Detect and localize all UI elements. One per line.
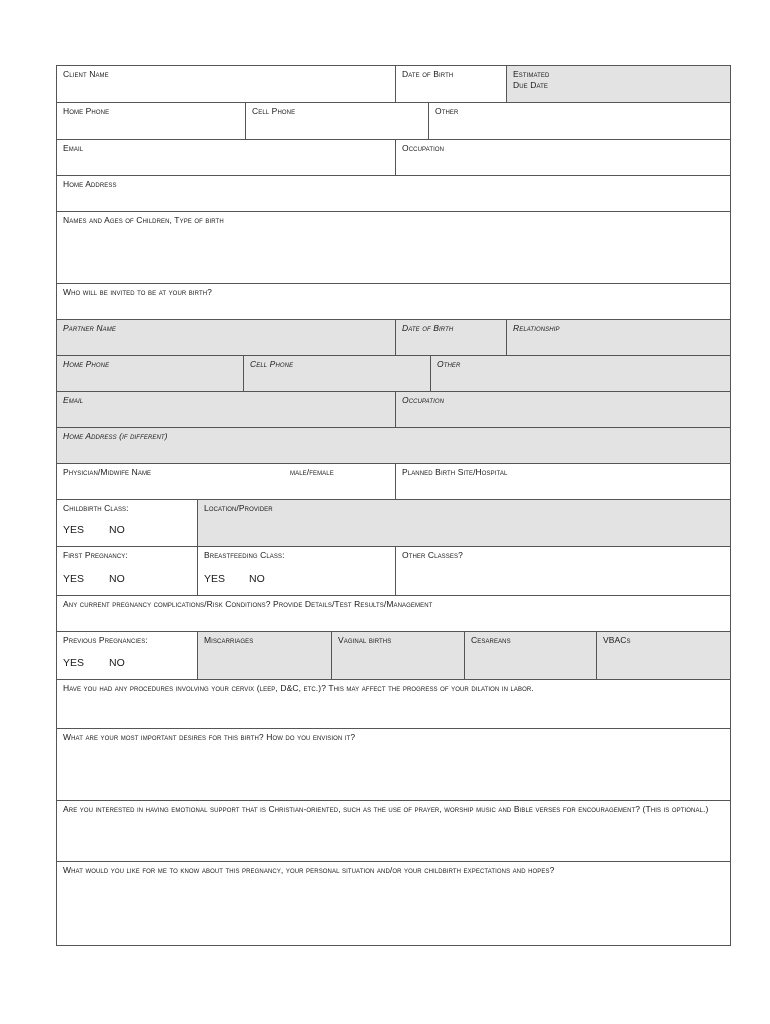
- client-home-phone-label: Home Phone: [63, 106, 110, 116]
- previous-no-option[interactable]: NO: [109, 657, 125, 669]
- previous-pregnancies-field: [57, 632, 197, 679]
- client-dob-label: Date of Birth: [402, 69, 454, 79]
- cervix-label: Have you had any procedures involving your cervix (leep, D&C, etc.)? This may affect the progress of your dilation in labor.: [63, 683, 534, 693]
- christian-support-label: Are you interested in having emotional support that is Christian-oriented, such as the use of prayer, worship music and Bible verses for encouragement? (This is optional.): [63, 804, 709, 814]
- partner-relationship-label: Relationship: [513, 323, 560, 333]
- children-field[interactable]: [57, 212, 730, 283]
- invited-label: Who will be invited to be at your birth?: [63, 287, 212, 297]
- complications-label: Any current pregnancy complications/Risk Conditions? Provide Details/Test Results/Management: [63, 599, 433, 609]
- childbirth-class-label: Childbirth Class:: [63, 503, 129, 513]
- cervix-field[interactable]: [57, 680, 730, 728]
- breastfeeding-class-field: [197, 547, 395, 595]
- partner-email-label: Email: [63, 395, 84, 405]
- partner-email-field[interactable]: [57, 392, 395, 427]
- birth-site-field[interactable]: [395, 464, 730, 499]
- miscarriages-label: Miscarriages: [204, 635, 254, 645]
- due-date-label: [513, 69, 549, 91]
- client-phone-row: [57, 103, 730, 140]
- due-date-field[interactable]: [506, 66, 730, 102]
- client-name-row: [57, 66, 730, 103]
- partner-name-label: Partner Name: [63, 323, 116, 333]
- vaginal-births-label: Vaginal births: [338, 635, 392, 645]
- previous-pregnancies-label: Previous Pregnancies:: [63, 635, 148, 645]
- invited-field[interactable]: [57, 284, 730, 319]
- vaginal-births-field[interactable]: [331, 632, 464, 679]
- partner-relationship-field[interactable]: [506, 320, 730, 355]
- first-pregnancy-row: [57, 547, 730, 596]
- intake-form: [56, 65, 731, 946]
- cesareans-label: Cesareans: [471, 635, 511, 645]
- breastfeeding-yes-option[interactable]: YES: [204, 573, 226, 585]
- desires-row: [57, 729, 730, 801]
- partner-address-label: Home Address (if different): [63, 431, 168, 441]
- client-cell-phone-label: Cell Phone: [252, 106, 296, 116]
- client-occupation-label: Occupation: [402, 143, 445, 153]
- partner-occupation-field[interactable]: [395, 392, 730, 427]
- christian-support-row: [57, 801, 730, 862]
- first-pregnancy-no-option[interactable]: NO: [109, 573, 125, 585]
- partner-address-row: [57, 428, 730, 464]
- breastfeeding-no-option[interactable]: NO: [249, 573, 265, 585]
- location-provider-field[interactable]: [197, 500, 730, 546]
- partner-email-row: [57, 392, 730, 428]
- know-label: What would you like for me to know about this pregnancy, your personal situation and/or your childbirth expectations and hopes?: [63, 865, 555, 875]
- partner-cell-phone-label: Cell Phone: [250, 359, 294, 369]
- children-row: [57, 212, 730, 284]
- partner-name-row: [57, 320, 730, 356]
- previous-pregnancies-row: [57, 632, 730, 680]
- cesareans-field[interactable]: [464, 632, 596, 679]
- vbacs-label: VBACs: [603, 635, 631, 645]
- vbacs-field[interactable]: [596, 632, 730, 679]
- miscarriages-field[interactable]: [197, 632, 331, 679]
- complications-row: [57, 596, 730, 632]
- client-address-label: Home Address: [63, 179, 117, 189]
- client-other-phone-field[interactable]: [428, 103, 730, 139]
- partner-other-phone-label: Other: [437, 359, 461, 369]
- other-classes-field[interactable]: [395, 547, 730, 595]
- childbirth-class-field: [57, 500, 197, 546]
- partner-cell-phone-field[interactable]: [243, 356, 430, 391]
- partner-address-field[interactable]: [57, 428, 730, 463]
- client-dob-field[interactable]: [395, 66, 506, 102]
- partner-dob-label: Date of Birth: [402, 323, 454, 333]
- client-address-field[interactable]: [57, 176, 730, 211]
- partner-home-phone-label: Home Phone: [63, 359, 110, 369]
- invited-row: [57, 284, 730, 320]
- childbirth-yes-option[interactable]: YES: [63, 524, 85, 536]
- client-other-phone-label: Other: [435, 106, 459, 116]
- complications-field[interactable]: [57, 596, 730, 631]
- client-name-label: Client Name: [63, 69, 109, 79]
- partner-phone-row: [57, 356, 730, 392]
- first-pregnancy-field: [57, 547, 197, 595]
- breastfeeding-class-label: Breastfeeding Class:: [204, 550, 285, 560]
- client-cell-phone-field[interactable]: [245, 103, 428, 139]
- know-row: [57, 862, 730, 946]
- partner-dob-field[interactable]: [395, 320, 506, 355]
- physician-label: Physician/Midwife Name: [63, 467, 152, 477]
- cervix-row: [57, 680, 730, 729]
- children-label: Names and Ages of Children, Type of birth: [63, 215, 224, 225]
- physician-field[interactable]: [57, 464, 395, 499]
- gender-label: male/female: [290, 467, 334, 477]
- partner-name-field[interactable]: [57, 320, 395, 355]
- location-provider-label: Location/Provider: [204, 503, 273, 513]
- due-date-label-line2: Due Date: [513, 80, 548, 90]
- first-pregnancy-yes-option[interactable]: YES: [63, 573, 85, 585]
- other-classes-label: Other Classes?: [402, 550, 463, 560]
- birth-site-label: Planned Birth Site/Hospital: [402, 467, 508, 477]
- client-email-row: [57, 140, 730, 176]
- desires-field[interactable]: [57, 729, 730, 800]
- partner-home-phone-field[interactable]: [57, 356, 243, 391]
- first-pregnancy-label: First Pregnancy:: [63, 550, 128, 560]
- client-occupation-field[interactable]: [395, 140, 730, 175]
- client-name-field[interactable]: [57, 66, 395, 102]
- partner-occupation-label: Occupation: [402, 395, 445, 405]
- client-email-field[interactable]: [57, 140, 395, 175]
- previous-yes-option[interactable]: YES: [63, 657, 85, 669]
- partner-other-phone-field[interactable]: [430, 356, 730, 391]
- christian-support-field[interactable]: [57, 801, 730, 861]
- client-email-label: Email: [63, 143, 84, 153]
- know-field[interactable]: [57, 862, 730, 946]
- physician-row: [57, 464, 730, 500]
- childbirth-class-row: [57, 500, 730, 547]
- client-address-row: [57, 176, 730, 212]
- due-date-label-line1: Estimated: [513, 69, 550, 79]
- client-home-phone-field[interactable]: [57, 103, 245, 139]
- desires-label: What are your most important desires for this birth? How do you envision it?: [63, 732, 356, 742]
- childbirth-no-option[interactable]: NO: [109, 524, 125, 536]
